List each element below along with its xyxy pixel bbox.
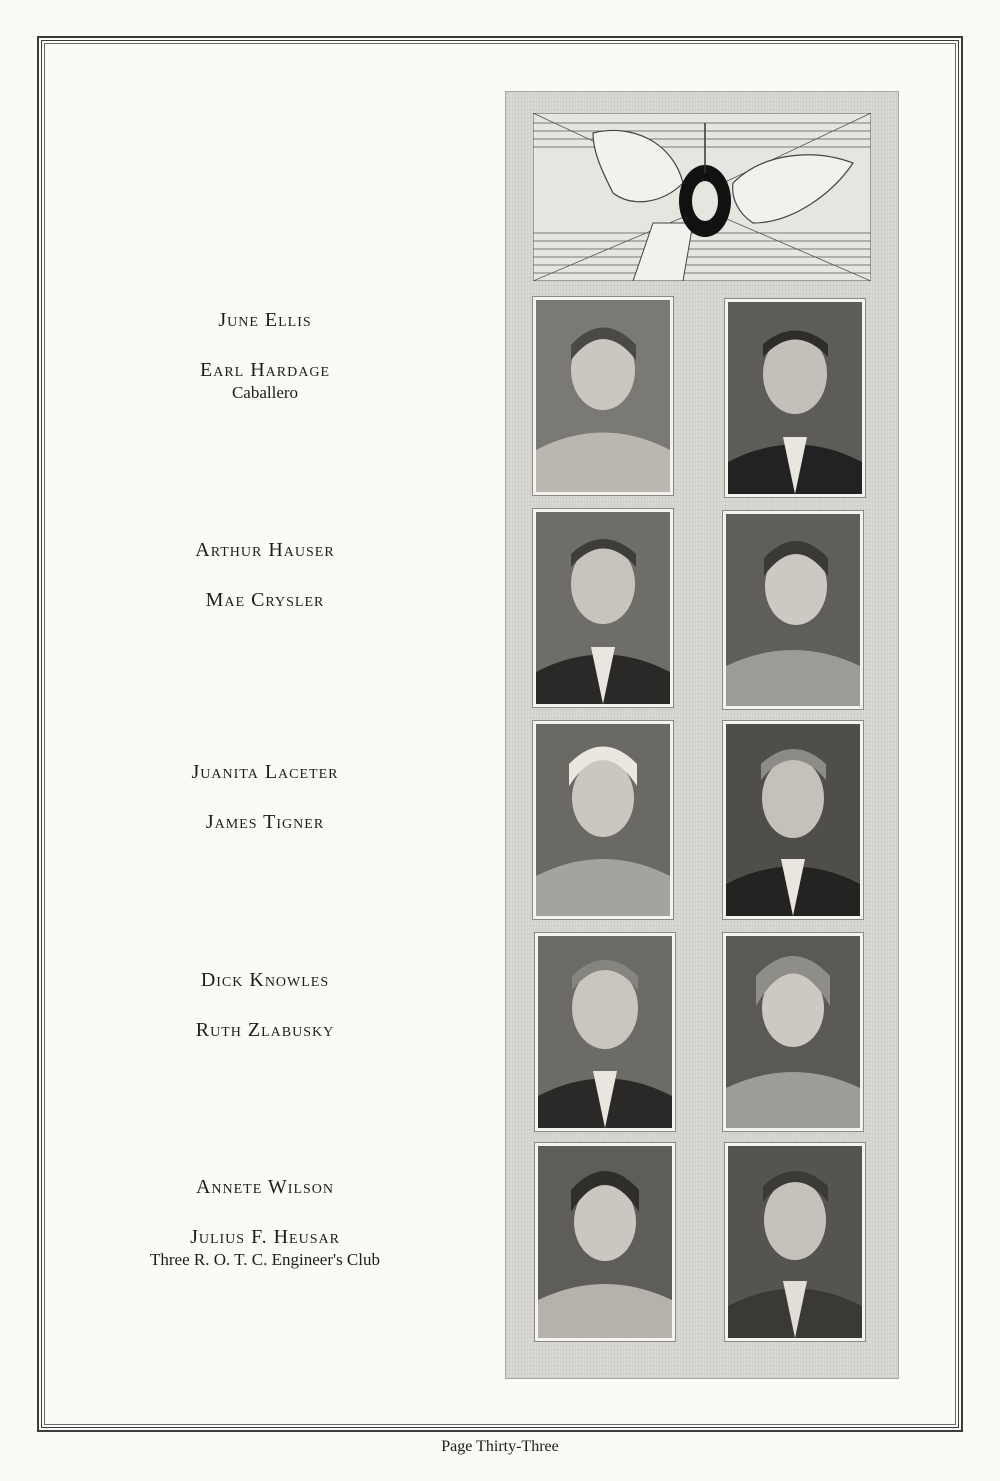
student-name: Ruth Zlabusky — [195, 1019, 335, 1041]
student-name: Juanita Laceter — [191, 761, 339, 783]
page-number: Page Thirty-Three — [441, 1438, 559, 1455]
portrait-earl-hardage — [725, 299, 865, 497]
winged-wheel-emblem — [533, 113, 871, 281]
name-group-1 — [95, 308, 435, 404]
portrait-arthur-hauser — [533, 509, 673, 707]
portrait-ruth-zlabusky — [723, 933, 863, 1131]
portrait-mae-crysler — [723, 511, 863, 709]
student-name: Julius F. Heusar — [190, 1226, 340, 1248]
portrait-julius-f-heusar — [725, 1143, 865, 1341]
student-name: Earl Hardage — [200, 359, 330, 381]
name-group-3 — [95, 760, 435, 834]
portrait-juanita-laceter — [533, 721, 673, 919]
portrait-june-ellis — [533, 297, 673, 495]
name-group-5 — [95, 1175, 435, 1271]
name-group-2 — [95, 538, 435, 612]
portrait-annete-wilson — [535, 1143, 675, 1341]
portrait-james-tigner — [723, 721, 863, 919]
student-name: Mae Crysler — [205, 589, 325, 611]
student-name: June Ellis — [218, 309, 312, 331]
portrait-dick-knowles — [535, 933, 675, 1131]
student-name: James Tigner — [205, 811, 325, 833]
student-name: Annete Wilson — [195, 1176, 335, 1198]
student-activity: Caballero — [231, 383, 299, 402]
name-group-4 — [95, 968, 435, 1042]
student-name: Arthur Hauser — [195, 539, 335, 561]
student-activity: Three R. O. T. C. Engineer's Club — [149, 1250, 380, 1269]
student-name: Dick Knowles — [200, 969, 330, 991]
